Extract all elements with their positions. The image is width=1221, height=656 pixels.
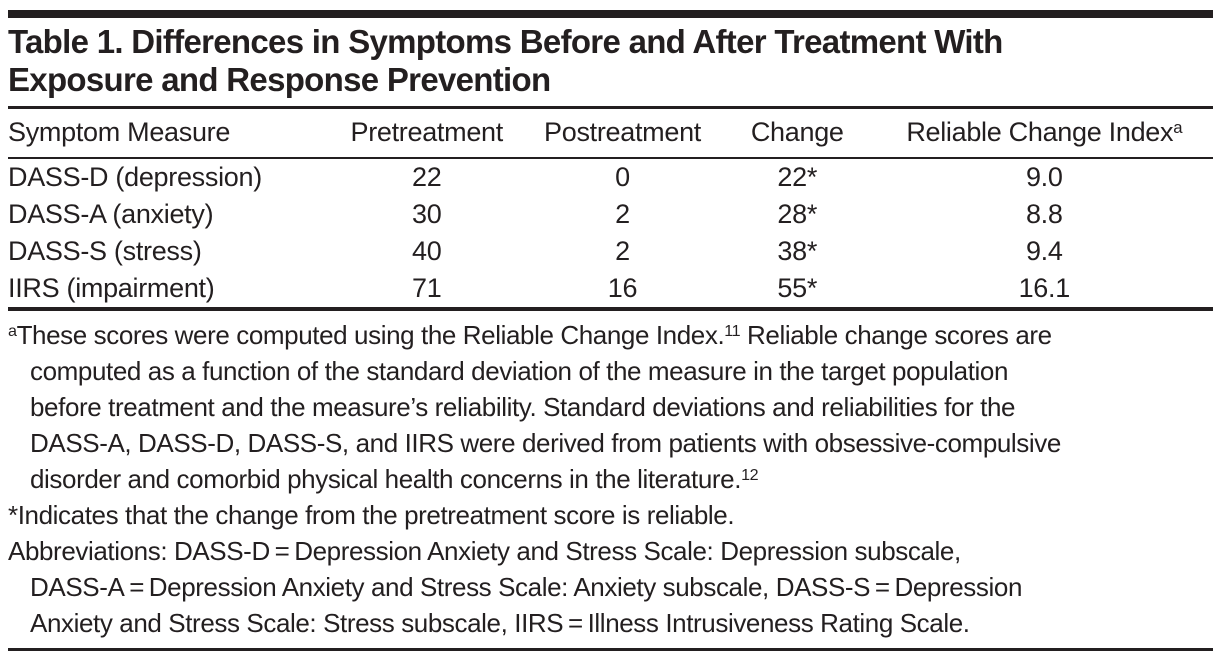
cell-post: 2 [615,236,630,266]
footnote-line: Abbreviations: DASS-D = Depression Anxiety and Stress Scale: Depression subscale, [8,536,961,566]
cell-post: 0 [615,162,630,192]
cell-change: 28* [777,199,818,229]
superscript: a [1173,117,1183,137]
cell-measure: DASS-A (anxiety) [8,199,214,229]
table-row [8,196,1213,233]
table-row [8,270,1213,307]
cell-rci: 9.0 [1025,162,1063,192]
table-header [8,109,1213,158]
table-footnotes [8,317,1213,641]
bottom-rule [8,648,1213,651]
table-row [8,158,1213,196]
top-bar-rule [8,10,1213,18]
superscript: a [8,321,17,340]
table-body [8,158,1213,307]
cell-rci: 8.8 [1025,199,1063,229]
footnote-line: disorder and comorbid physical health concerns in the literature.$^{12}$ [30,464,759,494]
cell-change: 38* [777,236,818,266]
column-header-pre: Pretreatment [327,109,526,158]
column-header-rci: Reliable Change Index$^a$ [876,109,1213,158]
column-header-measure: Symptom Measure [8,109,327,158]
table-title-line-1: Table 1. Differences in Symptoms Before and After Treatment With [8,23,1003,60]
footnote-asterisk [8,497,1213,533]
cell-rci: 9.4 [1025,236,1063,266]
superscript: 11 [724,321,741,340]
footnote-line: DASS-A, DASS-D, DASS-S, and IIRS were derived from patients with obsessive-compulsive [30,428,1061,458]
column-header-change: Change [719,109,876,158]
footnote-line: DASS-A = Depression Anxiety and Stress Scale: Anxiety subscale, DASS-S = Depression [30,572,1022,602]
cell-post: 2 [615,199,630,229]
table-header-row [8,109,1213,158]
symptoms-table [8,109,1213,307]
cell-measure: DASS-D (depression) [8,162,262,192]
column-header-post: Postreatment [526,109,719,158]
table-title-line-2: Exposure and Response Prevention [8,61,551,98]
footnote-a [8,317,1213,497]
table-bottom-rule [8,307,1213,311]
footnote-line: $^a$These scores were computed using the Reliable Change Index.$^{11}$ Reliable change scores are [8,320,1052,350]
cell-pre: 71 [412,273,442,303]
cell-measure: IIRS (impairment) [8,273,215,303]
superscript: 12 [741,465,759,484]
table-row [8,233,1213,270]
table-title [8,23,1213,99]
footnote-line: *Indicates that the change from the pretreatment score is reliable. [8,500,735,530]
cell-pre: 30 [412,199,442,229]
cell-pre: 40 [412,236,442,266]
cell-change: 55* [777,273,818,303]
cell-rci: 16.1 [1018,273,1070,303]
footnote-line: computed as a function of the standard deviation of the measure in the target population [30,356,1009,386]
footnote-abbreviations [8,533,1213,641]
cell-measure: DASS-S (stress) [8,236,202,266]
cell-pre: 22 [412,162,442,192]
cell-post: 16 [607,273,638,303]
footnote-line: before treatment and the measure’s reliability. Standard deviations and reliabilities for the [30,392,1016,422]
cell-change: 22* [777,162,818,192]
footnote-line: Anxiety and Stress Scale: Stress subscale, IIRS = Illness Intrusiveness Rating Scale. [30,608,970,638]
